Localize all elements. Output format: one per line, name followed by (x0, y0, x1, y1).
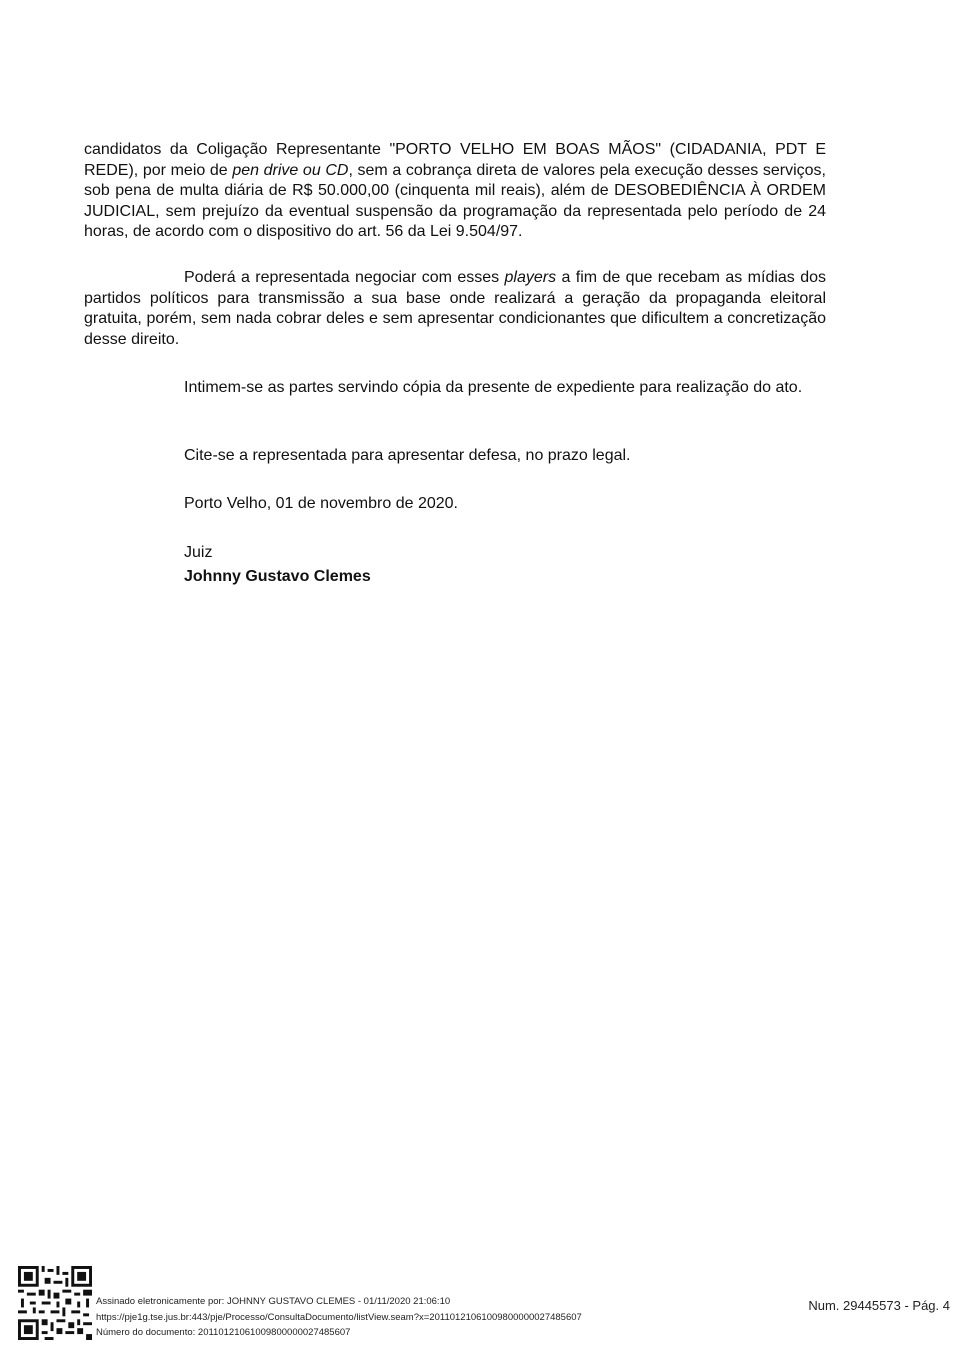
paragraph-order: candidatos da Coligação Representante "PORTO VELHO EM BOAS MÃOS" (CIDADANIA, PDT E REDE), por meio de pen drive ou CD, sem a cobrança direta de valores pela execução desses serviços, sob pena de multa diária de R$ 50.000,00 (cinquenta mil reais), além de DESOBEDIÊNCIA À ORDEM JUDICIAL, sem prejuízo da eventual suspensão da programação da representada pelo período de 24 horas, de acordo com o dispositivo do art. 56 da Lei 9.504/97. (84, 141, 826, 240)
signer-name: Johnny Gustavo Clemes (184, 568, 371, 585)
footer-url[interactable]: https://pje1g.tse.jus.br:443/pje/Processo/ConsultaDocumento/listView.seam?x=20110121061009800000027485607 (96, 1312, 582, 1323)
qr-code-icon (18, 1266, 92, 1340)
signer-title: Juiz (184, 544, 213, 561)
paragraph-negotiation: Poderá a representada negociar com esses players a fim de que recebam as mídias dos partidos políticos para transmissão a sua base onde realizará a geração da propaganda eleitoral gratuita, porém, sem nada cobrar deles e sem apresentar condicionantes que dificultem a concretização desse direito. (84, 269, 826, 348)
footer-signed: Assinado eletronicamente por: JOHNNY GUSTAVO CLEMES - 01/11/2020 21:06:10 (96, 1296, 451, 1307)
place-date: Porto Velho, 01 de novembro de 2020. (184, 495, 458, 512)
footer-document-number: Número do documento: 20110121061009800000027485607 (96, 1327, 351, 1338)
paragraph-intimation: Intimem-se as partes servindo cópia da presente de expediente para realização do ato. (184, 379, 803, 396)
emphasis-media: pen drive ou CD (232, 161, 349, 179)
page-number: Num. 29445573 - Pág. 4 (808, 1298, 950, 1313)
paragraph-citation: Cite-se a representada para apresentar defesa, no prazo legal. (184, 447, 631, 464)
emphasis-players: players (504, 269, 557, 286)
